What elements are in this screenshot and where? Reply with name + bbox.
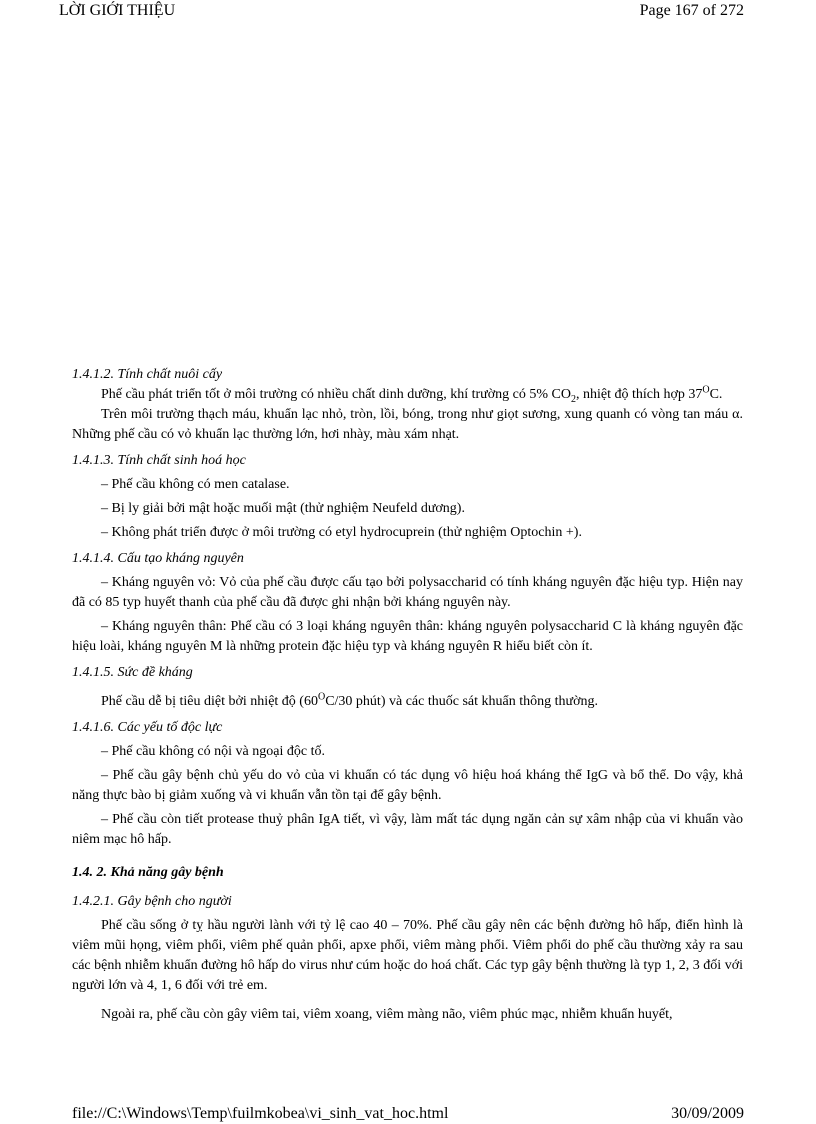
paragraph-other-diseases: Ngoài ra, phế cầu còn gây viêm tai, viêm xoang, viêm màng não, viêm phúc mạc, nhiễm khuẩn huyết,	[101, 1007, 673, 1022]
heading-1-4-1-3: 1.4.1.3. Tính chất sinh hoá học	[72, 453, 246, 468]
header-title: LỜI GIỚI THIỆU	[59, 2, 176, 19]
paragraph-human-disease: Phế cầu sống ở tỵ hầu người lành với tỷ lệ cao 40 – 70%. Phế cầu gây nên các bệnh đường hô hấp, điển hình là viêm mũi họng, viêm phổi, viêm phế quản phổi, apxe phổi, viêm màng phổi. Viêm phổi do phế cầu thường xảy ra sau các bệnh nhiễm khuẩn đường hô hấp do virus như cúm hoặc do hoá chất. Các typ gây bệnh thường là typ 1, 2, 3 đối với người lớn và 4, 1, 6 đối với trẻ em.	[72, 918, 743, 993]
paragraph-capsule-antigen: – Kháng nguyên vỏ: Vỏ của phế cầu được cấu tạo bởi polysaccharid có tính kháng nguyên đặc hiệu typ. Hiện nay đã có 85 typ huyết thanh của phế cầu đã được ghi nhận bởi kháng nguyên này.	[72, 575, 743, 610]
paragraph-no-toxin: – Phế cầu không có nội và ngoại độc tố.	[101, 744, 325, 759]
heading-1-4-1-5: 1.4.1.5. Sức đề kháng	[72, 665, 193, 680]
heading-1-4-1-2: 1.4.1.2. Tính chất nuôi cấy	[72, 367, 223, 382]
print-date: 30/09/2009	[671, 1105, 744, 1122]
heading-1-4-2-1: 1.4.2.1. Gây bệnh cho người	[72, 894, 232, 909]
heading-1-4-1-4: 1.4.1.4. Cấu tạo kháng nguyên	[72, 551, 244, 566]
list-item: – Không phát triển được ở môi trường có etyl hydrocuprein (thử nghiệm Optochin +).	[101, 525, 582, 540]
list-item: – Phế cầu không có men catalase.	[101, 477, 290, 492]
paragraph-culture: Phế cầu phát triển tốt ở môi trường có nhiều chất dinh dưỡng, khí trường có 5% $CO_2$, nhiệt độ thích hợp $37^OC$.	[101, 384, 723, 405]
list-item: – Bị ly giải bởi mật hoặc muối mật (thử nghiệm Neufeld dương).	[101, 501, 465, 516]
paragraph-blood-agar: Trên môi trường thạch máu, khuẩn lạc nhỏ, tròn, lồi, bóng, trong như giọt sương, xung quanh có vòng tan máu α. Những phế cầu có vỏ khuẩn lạc thường lớn, hơi nhày, màu xám nhạt.	[72, 407, 743, 442]
paragraph-protease: – Phế cầu còn tiết protease thuỷ phân IgA tiết, vì vậy, làm mất tác dụng ngăn cản sự xâm nhập của vi khuẩn vào niêm mạc hô hấp.	[72, 812, 743, 847]
file-path: file://C:\Windows\Temp\fuilmkobea\vi_sinh_vat_hoc.html	[72, 1105, 449, 1122]
paragraph-body-antigen: – Kháng nguyên thân: Phế cầu có 3 loại kháng nguyên thân: kháng nguyên polysaccharid C là kháng nguyên đặc hiệu loài, kháng nguyên M là những protein đặc hiệu typ và kháng nguyên R hiểu biết còn ít.	[72, 619, 743, 654]
heading-1-4-2: 1.4. 2. Khả năng gây bệnh	[72, 865, 224, 880]
paragraph-resistance: Phế cầu dễ bị tiêu diệt bởi nhiệt độ ($60^OC/30$ phút) và các thuốc sát khuẩn thông thường.	[101, 691, 598, 709]
heading-1-4-1-6: 1.4.1.6. Các yếu tố độc lực	[72, 720, 223, 735]
paragraph-capsule-virulence: – Phế cầu gây bệnh chủ yếu do vỏ của vi khuẩn có tác dụng vô hiệu hoá kháng thể IgG và bổ thể. Do vậy, khả năng thực bào bị giảm xuống và vi khuẩn vẫn tồn tại để gây bệnh.	[72, 768, 743, 803]
document-body	[72, 365, 743, 1025]
page-number: Page 167 of 272	[639, 2, 744, 19]
